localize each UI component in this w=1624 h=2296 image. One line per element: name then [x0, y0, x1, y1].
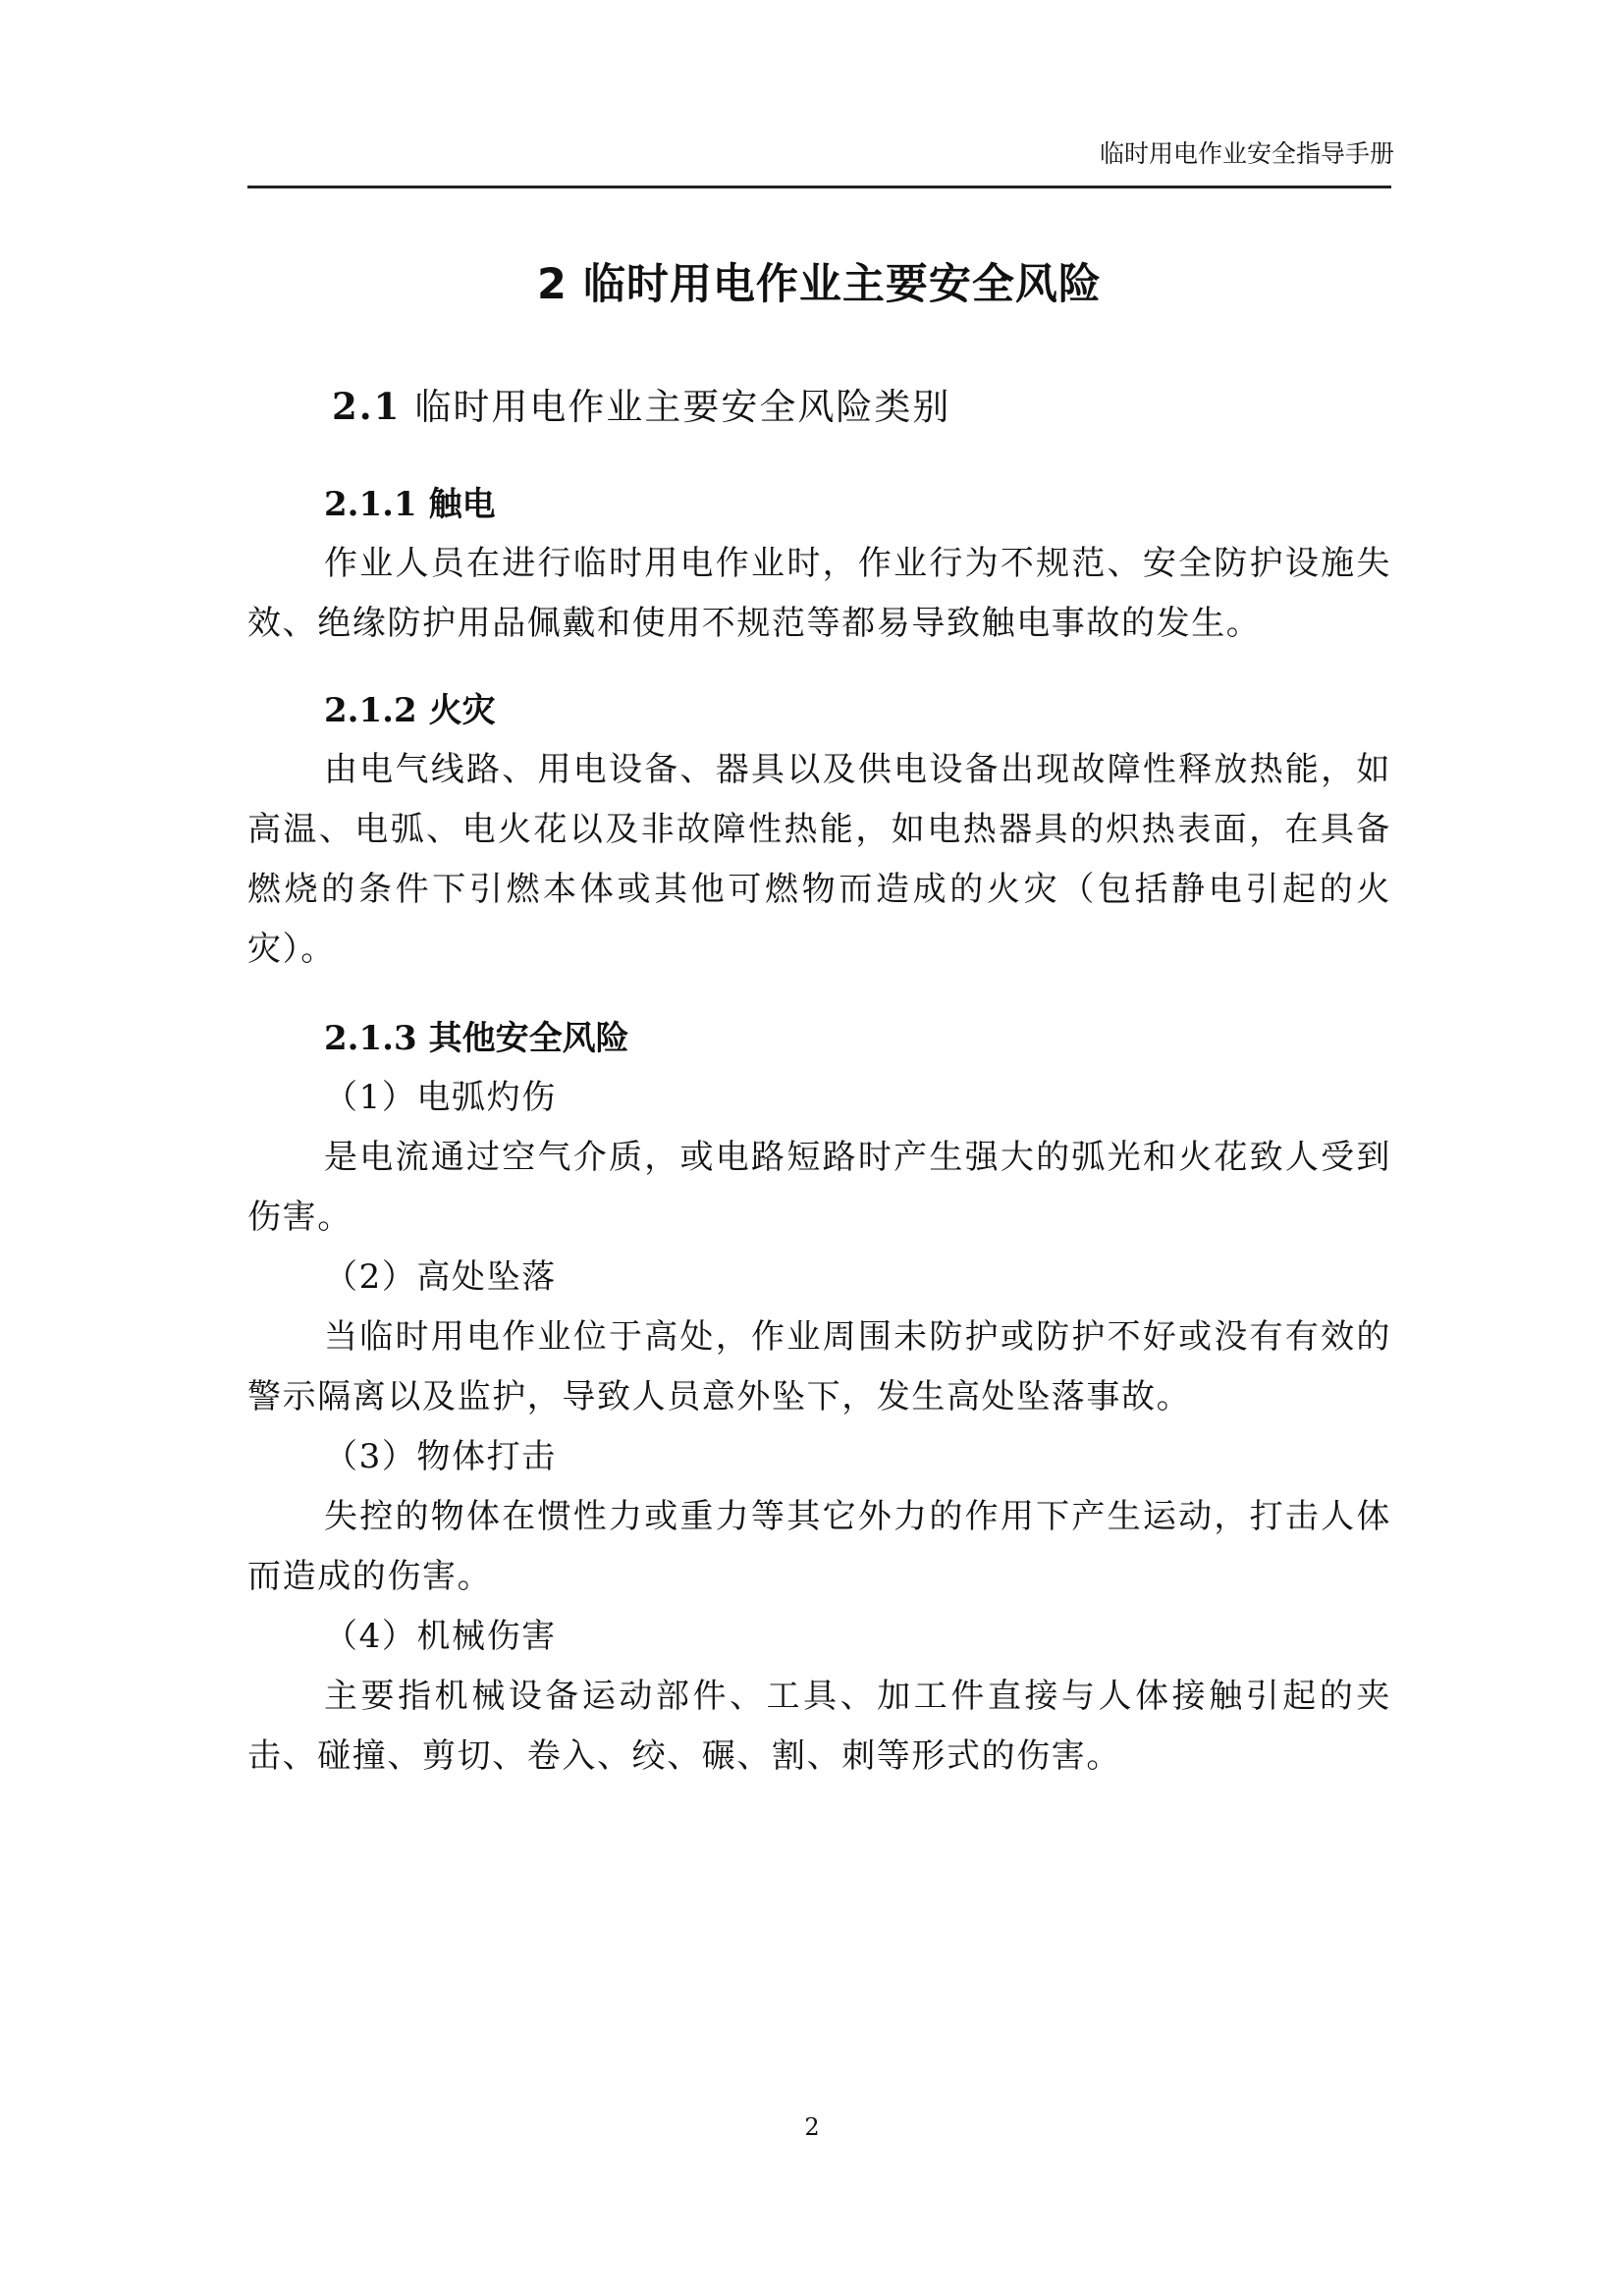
subsection-number: 2.1.1 — [324, 485, 417, 524]
risk-item-text: 当临时用电作业位于高处，作业周围未防护或防护不好或没有有效的警示隔离以及监护，导致人员意外坠下，发生高处坠落事故。 — [247, 1317, 1391, 1416]
risk-item-text: 是电流通过空气介质，或电路短路时产生强大的弧光和火花致人受到伤害。 — [247, 1138, 1391, 1237]
subsection-title: 其他安全风险 — [428, 1019, 629, 1058]
subsection-title: 火灾 — [428, 691, 496, 730]
subsection-heading — [324, 475, 1391, 534]
header-rule — [247, 186, 1391, 188]
risk-item-text: 主要指机械设备运动部件、工具、加工件直接与人体接触引起的夹击、碰撞、剪切、卷入、绞、碾、割、刺等形式的伤害。 — [247, 1677, 1391, 1776]
risk-item-title: （4）机械伤害 — [324, 1617, 557, 1656]
body-paragraph: 作业人员在进行临时用电作业时，作业行为不规范、安全防护设施失效、绝缘防护用品佩戴和使用不规范等都易导致触电事故的发生。 — [247, 544, 1391, 643]
risk-item-fall-from-height — [247, 1248, 1391, 1427]
running-header: 临时用电作业安全指导手册 — [1099, 139, 1394, 168]
risk-item-object-strike — [247, 1427, 1391, 1607]
subsection-heading — [324, 1009, 1391, 1068]
section-title: 临时用电作业主要安全风险类别 — [414, 386, 951, 428]
section-heading — [332, 377, 1391, 436]
subsection-number: 2.1.3 — [324, 1019, 417, 1058]
section-number: 2.1 — [332, 385, 402, 428]
chapter-title: 2 临时用电作业主要安全风险 — [537, 260, 1102, 309]
page-number: 2 — [804, 2113, 820, 2141]
body-paragraph: 由电气线路、用电设备、器具以及供电设备出现故障性释放热能，如高温、电弧、电火花以及非故障性热能，如电热器具的炽热表面，在具备燃烧的条件下引燃本体或其他可燃物而造成的火灾（包括静电引起的火灾）。 — [247, 750, 1391, 969]
subsection-heading — [324, 681, 1391, 740]
risk-item-title: （1）电弧灼伤 — [324, 1078, 557, 1117]
risk-item-title: （3）物体打击 — [324, 1437, 557, 1476]
subsection-other-risks — [247, 1009, 1391, 1787]
subsection-number: 2.1.2 — [324, 691, 417, 730]
subsection-electric-shock — [247, 475, 1391, 654]
risk-item-mechanical-injury — [247, 1607, 1391, 1787]
subsection-fire — [247, 681, 1391, 980]
risk-item-text: 失控的物体在惯性力或重力等其它外力的作用下产生运动，打击人体而造成的伤害。 — [247, 1497, 1391, 1596]
subsection-title: 触电 — [428, 485, 496, 524]
risk-item-arc-burn — [247, 1068, 1391, 1248]
risk-item-title: （2）高处坠落 — [324, 1257, 557, 1297]
page-content — [247, 253, 1391, 1787]
